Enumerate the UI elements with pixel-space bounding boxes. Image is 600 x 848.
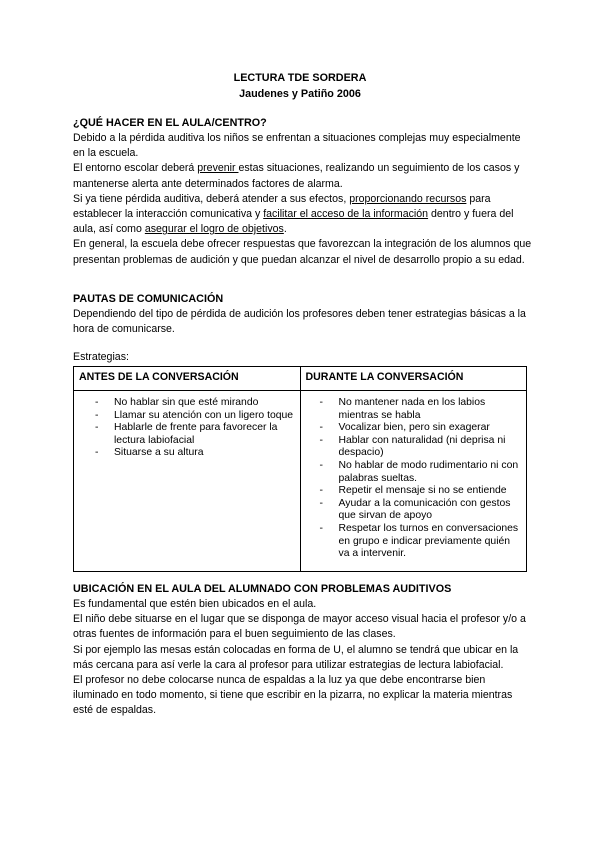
paragraph: Si por ejemplo las mesas están colocadas en forma de U, el alumno se tendrá que ubicar en la más cercana para así verle la cara al profesor para utilizar estrategias de lectura labiofacial. xyxy=(73,643,519,671)
paragraph: Es fundamental que estén bien ubicados en el aula. xyxy=(73,598,317,610)
paragraph: Debido a la pérdida auditiva los niños se enfrentan a situaciones complejas muy especialmente en la escuela. xyxy=(73,132,521,160)
strategies-label: Estrategias: xyxy=(73,351,129,363)
paragraph: Si ya tiene pérdida auditiva, deberá atender a sus efectos, proporcionando recursos para establecer la interacción comunicativa y facilitar el acceso de la información dentro y fuera del aula, así como asegurar el logro de objetivos. xyxy=(73,192,514,236)
list-item: - Ayudar a la comunicación con gestos que sirvan de apoyo xyxy=(339,498,521,523)
section-body-aula xyxy=(73,131,533,268)
list-item: - Llamar su atención con un ligero toque xyxy=(114,410,294,423)
section-heading-ubicacion: UBICACIÓN EN EL AULA DEL ALUMNADO CON PROBLEMAS AUDITIVOS xyxy=(73,583,452,595)
table-header-durante: DURANTE LA CONVERSACIÓN xyxy=(300,367,527,391)
section-heading-aula: ¿QUÉ HACER EN EL AULA/CENTRO? xyxy=(73,117,267,129)
section-body-pautas xyxy=(73,307,533,337)
list-item: - Repetir el mensaje si no se entiende xyxy=(339,485,521,498)
list-item: - No mantener nada en los labios mientras se habla xyxy=(339,397,521,422)
durante-list xyxy=(301,397,527,561)
paragraph: En general, la escuela debe ofrecer respuestas que favorezcan la integración de los alumnos que presentan problemas de audición y que puedan alcanzar el nivel de desarrollo propio a su edad. xyxy=(73,238,532,266)
section-heading-pautas: PAUTAS DE COMUNICACIÓN xyxy=(73,293,224,305)
list-item: - Hablarle de frente para favorecer la lectura labiofacial xyxy=(114,422,294,447)
paragraph: El niño debe situarse en el lugar que se disponga de mayor acceso visual hacia el profesor y/o a otras fuentes de información para el buen seguimiento de las clases. xyxy=(73,613,526,641)
list-item: - Vocalizar bien, pero sin exagerar xyxy=(339,422,521,435)
paragraph: Dependiendo del tipo de pérdida de audición los profesores deben tener estrategias básicas a la hora de comunicarse. xyxy=(73,308,526,336)
paragraph: El entorno escolar deberá prevenir estas situaciones, realizando un seguimiento de los casos y mantenerse alerta ante determinados factores de alarma. xyxy=(73,162,520,190)
paragraph: El profesor no debe colocarse nunca de espaldas a la luz ya que debe encontrarse bien iluminado en todo momento, si tiene que escribir en la pizarra, no explicar la materia mientras esté de espaldas. xyxy=(73,674,513,717)
list-item: - Situarse a su altura xyxy=(114,447,294,460)
table-cell-antes xyxy=(74,391,301,572)
section-body-ubicacion xyxy=(73,597,533,719)
table-cell-durante xyxy=(300,391,527,572)
list-item: - Respetar los turnos en conversaciones en grupo e indicar previamente quién va a intervenir. xyxy=(339,523,521,561)
list-item: - No hablar sin que esté mirando xyxy=(114,397,294,410)
table-header-antes: ANTES DE LA CONVERSACIÓN xyxy=(74,367,301,391)
document-title: LECTURA TDE SORDERA xyxy=(233,72,367,84)
document-subtitle: Jaudenes y Patiño 2006 xyxy=(239,88,361,100)
list-item: - No hablar de modo rudimentario ni con palabras sueltas. xyxy=(339,460,521,485)
list-item: - Hablar con naturalidad (ni deprisa ni despacio) xyxy=(339,435,521,460)
strategies-table xyxy=(73,366,527,572)
antes-list xyxy=(74,397,300,460)
